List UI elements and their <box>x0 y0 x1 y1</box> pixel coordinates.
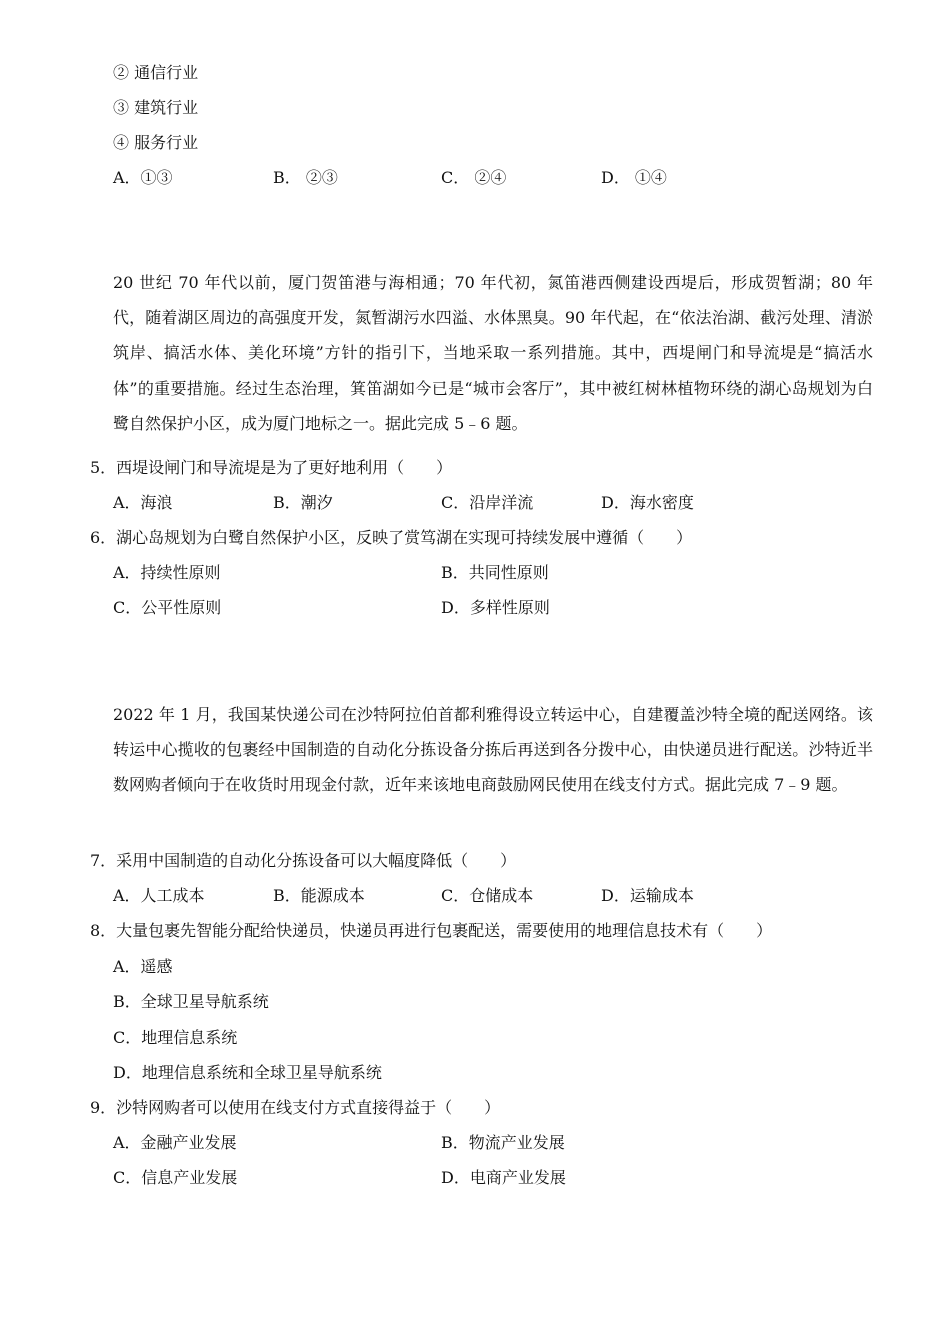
question-8-stem: 8．大量包裹先智能分配给快递员，快递员再进行包裹配送，需要使用的地理信息技术有（ ） <box>90 921 773 940</box>
top-option-c: C． ②④ <box>441 168 507 187</box>
q6-option-c: C．公平性原则 <box>113 598 222 617</box>
q5-option-c: C．沿岸洋流 <box>441 493 534 512</box>
q7-option-c: C．仓储成本 <box>441 886 534 905</box>
q8-option-d: D．地理信息系统和全球卫星导航系统 <box>113 1063 382 1082</box>
question-5-stem: 5．西堤设闸门和导流堤是为了更好地利用（ ） <box>90 458 453 477</box>
top-item-4: ④ 服务行业 <box>113 133 199 152</box>
q6-option-d: D．多样性原则 <box>441 598 550 617</box>
question-6-stem: 6．湖心岛规划为白鹭自然保护小区，反映了赏笃湖在实现可持续发展中遵循（ ） <box>90 528 693 547</box>
q9-option-c: C．信息产业发展 <box>113 1168 238 1187</box>
q7-option-a: A．人工成本 <box>113 886 205 905</box>
passage-xiamen: 20 世纪 70 年代以前，厦门贺笛港与海相通；70 年代初，氮笛港西侧建设西堤后，形成贺暂湖；80 年代，随着湖区周边的高强度开发，氮暂湖污水四溢、水体黑臭。90 年代起，在“依法治湖、截污处理、清淤筑岸、搞活水体、美化环境”方针的指引下，当地采取一系列措施。其中，西堤闸门和导流堤是“搞活水体”的重要措施。经过生态治理，箕笛湖如今已是“城市会客厅”，其中被红树林植物环绕的湖心岛规划为白鹭自然保护小区，成为厦门地标之一。据此完成 5﹣6 题。 <box>113 273 873 433</box>
top-item-2: ② 通信行业 <box>113 63 199 82</box>
top-option-b: B． ②③ <box>273 168 338 187</box>
q5-option-b: B．潮汐 <box>273 493 333 512</box>
q6-option-b: B．共同性原则 <box>441 563 549 582</box>
q5-option-a: A．海浪 <box>113 493 173 512</box>
q9-option-a: A．金融产业发展 <box>113 1133 237 1152</box>
q8-option-c: C．地理信息系统 <box>113 1028 238 1047</box>
top-option-a: A．①③ <box>113 168 173 187</box>
q8-option-b: B．全球卫星导航系统 <box>113 992 269 1011</box>
q7-option-d: D．运输成本 <box>601 886 694 905</box>
q6-option-a: A．持续性原则 <box>113 563 221 582</box>
question-7-stem: 7．采用中国制造的自动化分拣设备可以大幅度降低（ ） <box>90 851 517 870</box>
top-option-d: D． ①④ <box>601 168 667 187</box>
top-item-3: ③ 建筑行业 <box>113 98 199 117</box>
question-9-stem: 9．沙特网购者可以使用在线支付方式直接得益于（ ） <box>90 1098 501 1117</box>
q5-option-d: D．海水密度 <box>601 493 694 512</box>
q8-option-a: A．遥感 <box>113 957 173 976</box>
q7-option-b: B．能源成本 <box>273 886 365 905</box>
passage-saudi-express: 2022 年 1 月，我国某快递公司在沙特阿拉伯首都利雅得设立转运中心，自建覆盖沙特全境的配送网络。该转运中心揽收的包裹经中国制造的自动化分拣设备分拣后再送到各分拨中心，由快递员进行配送。沙特近半数网购者倾向于在收货时用现金付款，近年来该地电商鼓励网民使用在线支付方式。据此完成 7﹣9 题。 <box>113 705 873 795</box>
q9-option-d: D．电商产业发展 <box>441 1168 566 1187</box>
q9-option-b: B．物流产业发展 <box>441 1133 565 1152</box>
